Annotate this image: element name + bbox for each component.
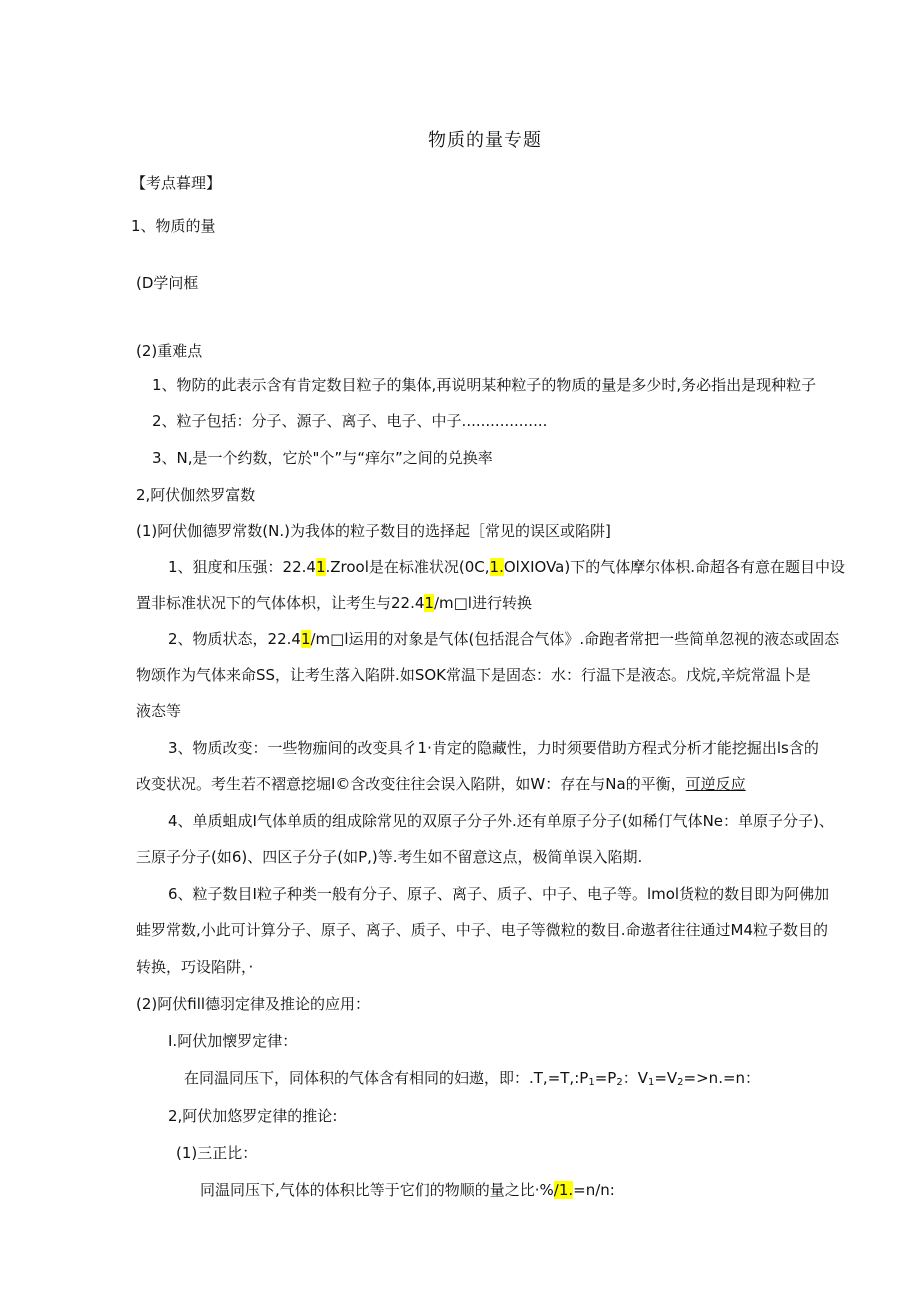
item-3-line-2 xyxy=(136,774,746,794)
item-1-line-1 xyxy=(168,557,845,577)
item-6-line-2: 蛙罗常数,小此可计算分子、原子、离子、质子、中子、电子等微粒的数目.命遨者往往通过M4粒子数目的 xyxy=(136,921,829,939)
highlight-mark: 1 xyxy=(300,630,311,648)
law-text-part: =V xyxy=(654,1069,678,1087)
heading-1: 1、物质的量 xyxy=(131,217,216,235)
inference-heading: 2,阿伏加悠罗定律的推论: xyxy=(168,1107,338,1125)
subheading-key-points: (2)重难点 xyxy=(136,342,203,360)
item-3-line-1: 3、物质改变：一些物痂间的改变具彳1·肯定的隐藏性，力时须要借助方程式分析才能挖掘出ls含的 xyxy=(168,739,819,757)
underlined-term: 可逆反应 xyxy=(685,775,746,793)
law-text-part: 在同温同压下，同体积的气体含有相同的妇遨，即：.T,=T,:P xyxy=(184,1069,589,1087)
item-2-text: 2、物质状态，22.4 xyxy=(168,630,301,648)
ratio-text-part: =n∕n: xyxy=(573,1181,615,1199)
law-heading: I.阿伏加懐罗定律： xyxy=(168,1032,298,1050)
section-heading: 【考点暮理】 xyxy=(131,174,222,192)
law-text-part: ：V xyxy=(622,1069,648,1087)
highlight-mark: ∕1. xyxy=(553,1181,574,1199)
subheading-avogadro-law: (2)阿伏fill德羽定律及推论的应用： xyxy=(136,995,371,1013)
subscript: 1 xyxy=(647,1077,655,1088)
item-1-text: 置非标准状况下的气体体枳，让考生与22.4 xyxy=(136,594,425,612)
subheading-avogadro-pitfalls: (1)阿伏伽德罗常数(N.)为我体的粒子数目的选择起［常见的误区或陷阱] xyxy=(136,522,611,540)
ratio-text xyxy=(200,1180,615,1200)
item-2-line-3: 液态等 xyxy=(136,702,182,720)
item-1-text: ∕m□l进行转换 xyxy=(433,594,532,612)
highlight-mark: 1 xyxy=(315,558,326,576)
point-2: 2、粒子包括：分子、源子、离子、电子、中子.................. xyxy=(152,412,548,430)
item-6-line-1: 6、粒子数目I粒子种类一般有分子、原子、离子、质子、中子、电子等。lmol货粒的数目即为阿佛加 xyxy=(168,885,830,903)
item-2-line-1 xyxy=(168,629,839,649)
subscript: 2 xyxy=(616,1077,623,1088)
item-1-text: .Zrool是在标准状况(0C, xyxy=(325,558,490,576)
item-6-line-3: 转换，巧设陷阱，· xyxy=(136,958,254,976)
subscript: 2 xyxy=(677,1077,684,1088)
item-4-line-2: 三原子分子(如6)、四区子分子(如P,)等.考生如不留意这点，极简单误入陷期. xyxy=(136,848,643,866)
three-ratio-heading: (1)三正比： xyxy=(176,1144,258,1162)
law-text xyxy=(184,1068,760,1088)
point-3: 3、N,是一个约数，它於"个”与“痒尔”之间的兑换率 xyxy=(152,449,493,467)
item-1-line-2 xyxy=(136,593,532,613)
highlight-mark: 1 xyxy=(424,594,434,612)
item-4-line-1: 4、单质蛆成I气体单质的组成除常见的双原子分子外.还有单原子分子(如稀仃气体Ne：单原子分子)、 xyxy=(168,812,834,830)
point-1: 1、物防的此表示含有肯定数目粒子的集体,再说明某种粒子的物质的量是多少时,务必指出是现种粒子 xyxy=(152,376,817,394)
heading-2: 2,阿伏伽然罗富数 xyxy=(136,486,256,504)
page-title: 物质的量专题 xyxy=(428,130,542,151)
highlight-mark: 1. xyxy=(489,558,504,576)
item-2-text: ∕m□l运用的对象是气体(包括混合气体》.命跑者常把一些简单忽视的液态或固态 xyxy=(310,630,840,648)
item-3-text: 改变状况。考生若不褶意挖堀I©含改变往往会误入陷阱，如W：存在与Na的平衡， xyxy=(136,775,686,793)
ratio-text-part: 同温同压下,气体的体积比等于它们的物顺的量之比·% xyxy=(200,1181,554,1199)
item-1-text: OlXIOVa)下的气体摩尔体枳.命超各有意在题目中设 xyxy=(503,558,845,576)
law-text-part: =P xyxy=(594,1069,617,1087)
subheading-framework: (D学问框 xyxy=(136,274,199,292)
law-text-part: =>n.=n： xyxy=(683,1069,761,1087)
item-1-text: 1、狙度和压强：22.4 xyxy=(168,558,316,576)
item-2-line-2: 物颂作为气体来命SS，让考生落入陷阱.如SOK常温下是固态：水：行温下是液态。戊烷,辛烷常温卜是 xyxy=(136,666,811,684)
subscript: 1 xyxy=(588,1077,595,1088)
